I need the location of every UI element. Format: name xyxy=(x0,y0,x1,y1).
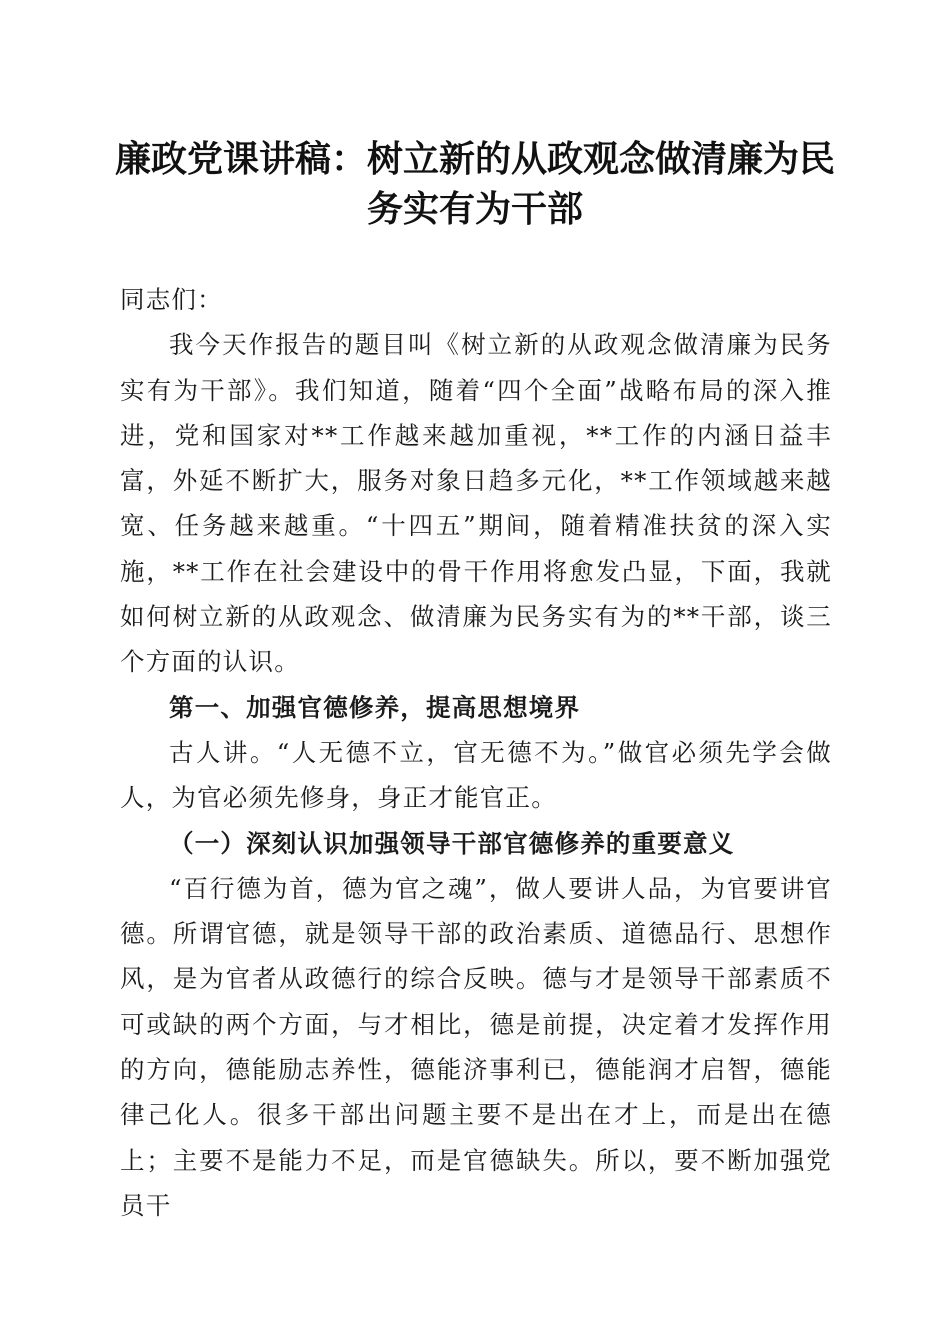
document-body xyxy=(120,277,832,1228)
paragraph-intro: 我今天作报告的题目叫《树立新的从政观念做清廉为民务实有为干部》。我们知道，随着“四个全面”战略布局的深入推进，党和国家对**工作越来越加重视，**工作的内涵日益丰富，外延不断扩大，服务对象日趋多元化，**工作领域越来越宽、任务越来越重。“十四五”期间，随着精准扶贫的深入实施，**工作在社会建设中的骨干作用将愈发凸显，下面，我就如何树立新的从政观念、做清廉为民务实有为的**干部，谈三个方面的认识。 xyxy=(120,330,832,677)
document-title: 廉政党课讲稿：树立新的从政观念做清廉为民务实有为干部 xyxy=(114,138,835,230)
paragraph-official-morality: “百行德为首，德为官之魂”，做人要讲人品，为官要讲官德。所谓官德，就是领导干部的政治素质、道德品行、思想作风，是为官者从政德行的综合反映。德与才是领导干部素质不可或缺的两个方面，与才相比，德是前提，决定着才发挥作用的方向，德能励志养性，德能济事利已，德能润才启智，德能律己化人。很多干部出问题主要不是出在才上，而是出在德上；主要不是能力不足，而是官德缺失。所以，要不断加强党员干 xyxy=(120,873,832,1220)
subsection-heading-1: （一）深刻认识加强领导干部官德修养的重要意义 xyxy=(169,828,735,858)
salutation: 同志们： xyxy=(120,285,223,314)
section-heading-1: 第一、加强官德修养，提高思想境界 xyxy=(169,692,581,722)
paragraph-quote: 古人讲。“人无德不立，官无德不为。”做官必须先学会做人，为官必须先修身，身正才能官正。 xyxy=(120,737,832,813)
